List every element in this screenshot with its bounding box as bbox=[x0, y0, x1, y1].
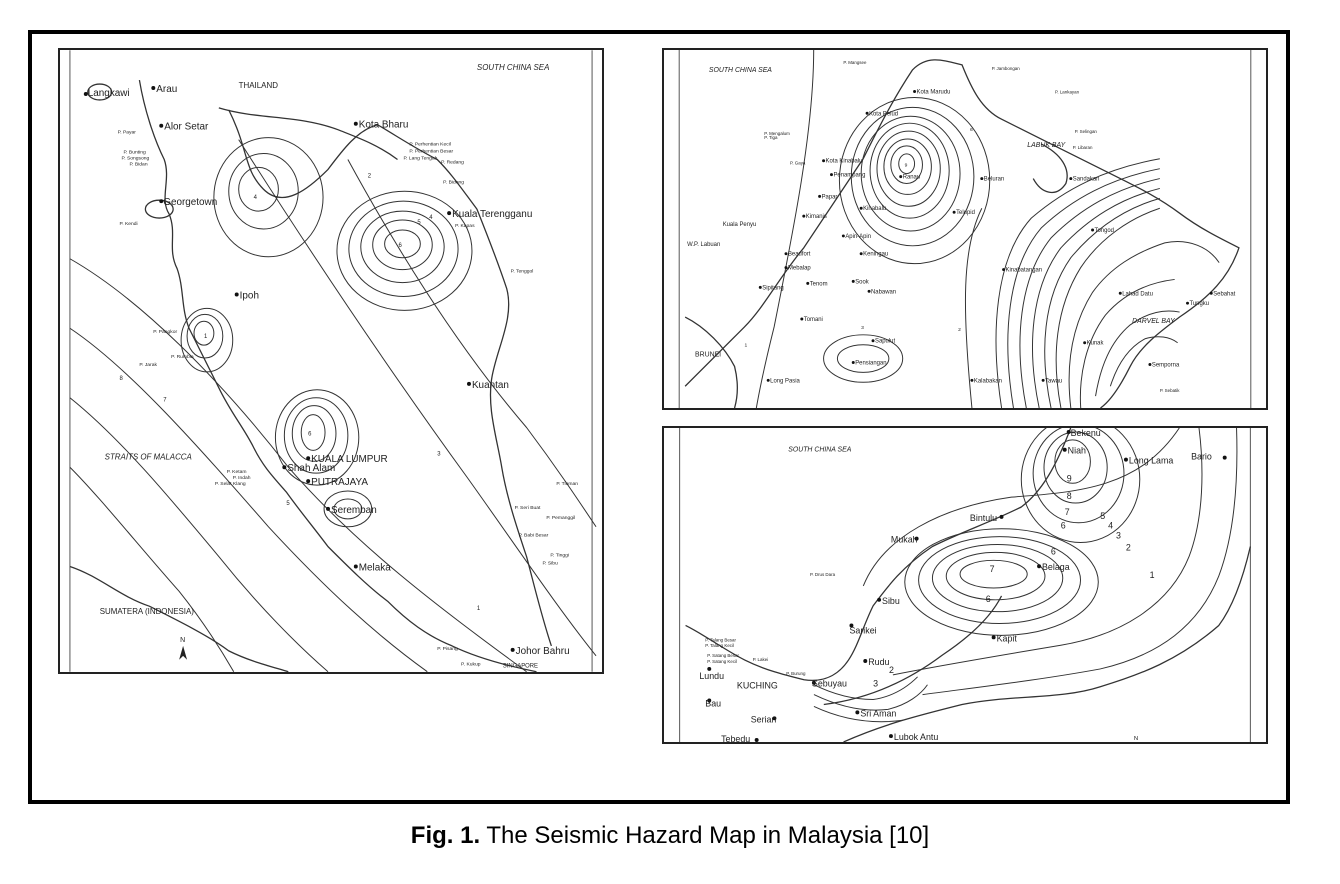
city-label: KUCHING bbox=[736, 680, 778, 691]
country-label: SUMATERA (INDONESIA) bbox=[99, 607, 194, 617]
island-label: P. Seri Buat bbox=[514, 505, 541, 511]
city-label: Tomani bbox=[803, 316, 823, 323]
city-label: Johor Bahru bbox=[515, 645, 570, 657]
city-label: Georgetown bbox=[163, 197, 218, 209]
city-label: KUALA LUMPUR bbox=[311, 454, 388, 466]
contour-value: 1 bbox=[203, 334, 208, 341]
city-label: Mebalap bbox=[787, 265, 811, 272]
hazard-contours-lahad-datu bbox=[996, 159, 1219, 408]
island-label: P. Tioman bbox=[556, 482, 579, 488]
contour-value: 7 bbox=[163, 397, 167, 404]
contour-value: 4 bbox=[429, 215, 433, 222]
city-label: Tebedu bbox=[721, 734, 751, 742]
city-label: Kuala Penyu bbox=[722, 222, 757, 229]
island-label: P. Pemanggil bbox=[546, 515, 576, 521]
island-label: P. Kendi bbox=[119, 222, 138, 228]
north-arrow-icon bbox=[179, 637, 187, 660]
island-label: P. Mengalum bbox=[764, 131, 790, 137]
city-label: Kota Marudu bbox=[916, 89, 951, 96]
island-label: P. Burung bbox=[786, 670, 806, 676]
contour-value: 6 bbox=[985, 593, 991, 604]
city-label: Kuantan bbox=[471, 379, 509, 391]
contour-value: 8 bbox=[119, 375, 123, 382]
contour-value: 2 bbox=[1125, 542, 1131, 553]
island-label: P. Songsong bbox=[121, 156, 150, 162]
city-label: Belaga bbox=[1042, 562, 1070, 573]
hazard-closure-belaga bbox=[905, 529, 1099, 636]
peninsular-map-svg bbox=[60, 50, 602, 672]
city-label: Tenom bbox=[809, 281, 828, 288]
contour-value: 2 bbox=[958, 327, 961, 333]
contour-value: 5 bbox=[417, 220, 421, 227]
country-label: THAILAND bbox=[238, 81, 278, 91]
island-label: P. Indah bbox=[232, 476, 251, 482]
contour-value: 6 bbox=[398, 242, 402, 249]
city-label: Beluran bbox=[983, 176, 1005, 183]
city-label: Kinabatangan bbox=[1005, 267, 1043, 274]
city-label: Pensiangan bbox=[855, 360, 887, 367]
island-label: P. Selingan bbox=[1074, 129, 1097, 135]
hazard-closure-kedah bbox=[214, 138, 323, 257]
island-label: P. Lang Tengah bbox=[403, 156, 438, 162]
city-label: Sebahat bbox=[1213, 291, 1236, 298]
island-label: P. Babi Besar bbox=[518, 533, 549, 539]
city-label: Kimanis bbox=[805, 214, 827, 221]
island-label: P. Bunting bbox=[123, 150, 146, 156]
island-label: P. Perhentian Kecil bbox=[409, 142, 451, 148]
city-label: Arau bbox=[156, 83, 178, 95]
city-label: Kapit bbox=[996, 633, 1017, 644]
island-label: P. Sebatik bbox=[1159, 388, 1180, 394]
city-label: Kalabakan bbox=[973, 378, 1002, 385]
west-coastline bbox=[139, 80, 539, 672]
contour-value: 3 bbox=[873, 678, 879, 689]
sabah-map bbox=[662, 48, 1268, 410]
contour-value: 1 bbox=[1149, 570, 1155, 581]
city-label: Telupid bbox=[956, 210, 975, 217]
city-label: Sebuyau bbox=[811, 678, 847, 689]
city-label: Tawau bbox=[1045, 378, 1063, 385]
island-label: P. Tiga bbox=[764, 135, 778, 141]
city-label: Kota Belud bbox=[869, 111, 899, 118]
city-label: Keningau bbox=[863, 251, 889, 258]
sea-label: STRAITS OF MALACCA bbox=[104, 452, 192, 462]
island-label: P. Tinggi bbox=[550, 553, 570, 559]
contour-value: 3 bbox=[437, 451, 441, 458]
city-label: Long Pasia bbox=[770, 378, 800, 385]
city-label: Alor Setar bbox=[164, 121, 209, 133]
figure-caption bbox=[0, 822, 1340, 850]
city-label: Kota Kinabalu bbox=[825, 158, 863, 165]
city-label: Kuala Terengganu bbox=[452, 209, 533, 221]
country-label: BRUNEI bbox=[695, 351, 722, 359]
city-label: Shah Alam bbox=[287, 463, 336, 475]
city-label: Sook bbox=[855, 279, 869, 286]
island-label: P. Jarak bbox=[139, 362, 157, 368]
city-label: Papar bbox=[821, 194, 838, 201]
city-label: Tongod bbox=[1094, 227, 1114, 234]
contour-value: 2 bbox=[888, 664, 894, 675]
island-label: P. Mangsee bbox=[843, 59, 867, 65]
island-label: P. Talang Kecil bbox=[705, 643, 735, 649]
north-arrow-icon: N bbox=[1133, 736, 1139, 742]
city-label: Mukah bbox=[890, 534, 918, 545]
island-label: P. Satang Besar bbox=[707, 653, 740, 659]
contour-value: 2 bbox=[367, 173, 372, 180]
contour-value: 6 bbox=[308, 431, 312, 438]
contour-value: 8 bbox=[1066, 491, 1072, 502]
city-label: Bau bbox=[705, 698, 722, 709]
island-label: P. Bidan bbox=[129, 162, 148, 168]
island-label: P. Gaya bbox=[789, 160, 806, 166]
island-label: P. Selat Klang bbox=[214, 482, 246, 488]
contour-value: 9 bbox=[904, 163, 908, 169]
contour-value: 4 bbox=[253, 195, 257, 202]
contour-value: 4 bbox=[1108, 520, 1114, 531]
island-label: P. Pisang bbox=[437, 646, 458, 652]
contour-value: 5 bbox=[1100, 510, 1106, 521]
city-label: Bintulu bbox=[969, 512, 998, 523]
city-label: Sibu bbox=[882, 595, 900, 606]
island-label: P. Bidong bbox=[443, 180, 465, 186]
island-label: P. Drus Dara bbox=[809, 572, 836, 578]
city-label: Serian bbox=[750, 714, 777, 725]
sumatra-coastline bbox=[70, 566, 288, 671]
island-label: P. Pangkor bbox=[153, 330, 178, 336]
island-label: P. Sibu bbox=[542, 561, 558, 567]
island-label: P. Perhentian Besar bbox=[409, 149, 454, 155]
contour-value: 1 bbox=[476, 606, 481, 613]
caption-label: Fig. 1. bbox=[410, 822, 481, 849]
city-label: Ipoh bbox=[239, 290, 259, 302]
city-label: Apin-Apin bbox=[845, 233, 872, 240]
contour-value: 7 bbox=[1064, 506, 1070, 517]
island-label: P. Kapas bbox=[455, 223, 475, 229]
island-label: P. Payar bbox=[117, 130, 136, 136]
sea-label: DARVEL BAY bbox=[1132, 317, 1175, 325]
city-label: PUTRAJAYA bbox=[311, 477, 369, 489]
city-label: Nabawan bbox=[871, 289, 897, 296]
city-label: Lahad Datu bbox=[1122, 291, 1153, 298]
svg-text:N: N bbox=[180, 636, 186, 644]
city-label: Beaufort bbox=[787, 251, 811, 258]
city-label: Bekenu bbox=[1070, 428, 1101, 438]
island-label: P. Lakei bbox=[752, 657, 769, 663]
city-label: Sri Aman bbox=[860, 708, 897, 719]
city-label: Niah bbox=[1067, 445, 1086, 456]
sarawak-map bbox=[662, 426, 1268, 744]
island-label: P. Satang Kecil bbox=[707, 659, 738, 665]
island-label: P. Jambongan bbox=[991, 65, 1020, 71]
island-label: P. Talang Besar bbox=[705, 637, 736, 643]
country-label: SINGAPORE bbox=[502, 663, 539, 670]
contour-value: 1 bbox=[744, 343, 748, 349]
island-label: P. Kukup bbox=[461, 662, 481, 668]
city-label: Sandakan bbox=[1072, 176, 1100, 183]
contour-value: 3 bbox=[1116, 530, 1122, 541]
sarawak-map-svg bbox=[664, 428, 1266, 742]
city-label: Seremban bbox=[331, 504, 377, 516]
city-label: Semporna bbox=[1151, 362, 1180, 369]
city-label: Sipitang bbox=[762, 285, 784, 292]
city-label: Tungku bbox=[1189, 301, 1210, 308]
city-label: Kunak bbox=[1086, 340, 1104, 347]
sabah-coastline bbox=[685, 60, 1239, 408]
contour-value: 6 bbox=[1060, 520, 1066, 531]
city-label: Rudu bbox=[868, 656, 890, 667]
island-label: P. Redang bbox=[441, 160, 464, 166]
city-label: W.P. Labuan bbox=[687, 241, 721, 248]
city-label: Melaka bbox=[358, 562, 391, 574]
city-label: Lubok Antu bbox=[893, 732, 939, 742]
island-label: P. Lankayan bbox=[1054, 89, 1080, 95]
sea-label: SOUTH CHINA SEA bbox=[788, 446, 852, 454]
island-label: P. Tenggol bbox=[510, 269, 534, 275]
contour-value: 6 bbox=[1050, 546, 1056, 557]
city-label: Lundu bbox=[699, 670, 725, 681]
contour-value: 9 bbox=[1066, 473, 1072, 484]
contour-value: 6 bbox=[969, 128, 973, 134]
sabah-map-svg bbox=[664, 50, 1266, 408]
sea-label: SOUTH CHINA SEA bbox=[476, 63, 550, 73]
peninsular-malaysia-map bbox=[58, 48, 604, 674]
city-label: Sapulut bbox=[875, 338, 896, 345]
island-label: P. Rumbia bbox=[171, 355, 194, 361]
contour-value: 5 bbox=[286, 500, 290, 507]
city-label: Sarikei bbox=[849, 625, 877, 636]
contour-value: 7 bbox=[989, 564, 995, 575]
city-label: Long Lama bbox=[1128, 455, 1174, 466]
city-label: Ranau bbox=[902, 174, 921, 181]
city-label: Kota Bharu bbox=[358, 119, 409, 131]
city-label: Langkawi bbox=[87, 87, 130, 99]
contour-value: 3 bbox=[861, 325, 864, 331]
island-label: P. Libaran bbox=[1072, 144, 1093, 150]
caption-text: The Seismic Hazard Map in Malaysia [10] bbox=[486, 822, 930, 849]
city-label: Bario bbox=[1191, 451, 1212, 462]
sea-label: LABUK BAY bbox=[1027, 141, 1066, 149]
island-label: P. Ketam bbox=[226, 470, 247, 476]
sea-label: SOUTH CHINA SEA bbox=[708, 66, 772, 74]
city-label: Kinabalu bbox=[863, 206, 887, 213]
city-label: Penampang bbox=[833, 172, 866, 179]
